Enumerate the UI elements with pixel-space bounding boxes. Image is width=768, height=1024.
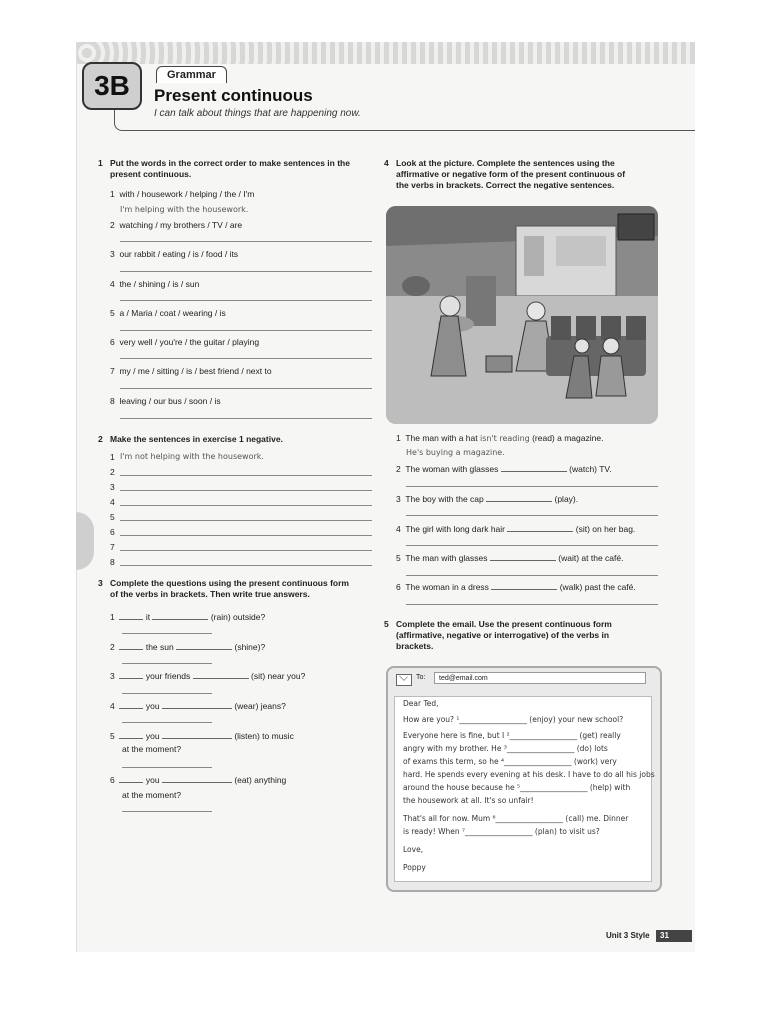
item-text: The woman in a dress <box>405 582 489 592</box>
item-number: 1 <box>396 433 401 443</box>
item-number: 2 <box>110 642 115 652</box>
item-text: my / me / sitting / is / best friend / next to <box>119 366 272 376</box>
email-line: angry with my brother. He ³__________________ (do) lots <box>403 744 608 753</box>
item-number: 8 <box>110 396 115 406</box>
list-item <box>396 463 612 474</box>
item-verb: (read) a magazine. <box>532 433 604 443</box>
instruction-line: present continuous. <box>110 169 192 179</box>
item-verb: (shine)? <box>234 642 266 652</box>
item-text: The man with a hat <box>405 433 478 443</box>
email-line: Everyone here is fine, but I ²__________________ (get) really <box>403 731 621 740</box>
list-item <box>110 527 115 537</box>
answer-line[interactable] <box>120 550 372 551</box>
blank[interactable] <box>193 670 249 679</box>
item-subject: you <box>145 731 160 741</box>
blank[interactable] <box>162 700 232 709</box>
list-item <box>110 557 115 567</box>
item-number: 3 <box>396 494 401 504</box>
instruction-line: Complete the questions using the present continuous form <box>110 578 349 588</box>
list-item <box>396 493 578 504</box>
blank[interactable] <box>119 730 143 739</box>
item-text: very well / you're / the guitar / playing <box>119 337 260 347</box>
item-subject: your friends <box>145 671 191 681</box>
answer-line[interactable] <box>122 663 212 664</box>
item-number: 2 <box>396 464 401 474</box>
item-number: 6 <box>110 775 115 785</box>
email-line: the housework at all. It's so unfair! <box>403 796 534 805</box>
item-number: 1 <box>110 612 115 622</box>
exercise-1-number: 1 <box>98 158 103 168</box>
item-subject: you <box>145 701 160 711</box>
list-item <box>110 497 115 507</box>
item-verb: (wear) jeans? <box>234 701 286 711</box>
item-number: 2 <box>110 220 115 230</box>
exercise-5-instruction <box>396 619 666 652</box>
example-answer: I'm helping with the housework. <box>120 205 249 214</box>
email-line: hard. He spends every evening at his desk. I have to do all his jobs <box>403 770 655 779</box>
list-item <box>110 641 265 652</box>
item-verb: (sit) near you? <box>251 671 306 681</box>
envelope-icon <box>396 674 412 686</box>
answer-line[interactable] <box>120 535 372 536</box>
answer-line[interactable] <box>122 633 212 634</box>
blank[interactable] <box>162 730 232 739</box>
item-text: our rabbit / eating / is / food / its <box>119 249 239 259</box>
exercise-3-number: 3 <box>98 578 103 588</box>
list-item <box>110 542 115 552</box>
instruction-line: Put the words in the correct order to make sentences in the <box>110 158 350 168</box>
instruction-line: of the verbs in brackets. Then write true answers. <box>110 589 310 599</box>
list-item <box>110 467 115 477</box>
item-number: 6 <box>110 527 115 537</box>
example-answer: I'm not helping with the housework. <box>120 452 264 461</box>
answer-line[interactable] <box>120 418 372 419</box>
item-number: 4 <box>110 497 115 507</box>
list-item <box>110 337 259 347</box>
blank[interactable] <box>486 493 552 502</box>
answer-line[interactable] <box>120 565 372 566</box>
email-line: That's all for now. Mum ⁶__________________ (call) me. Dinner <box>403 814 629 823</box>
list-item <box>110 482 115 492</box>
list-item <box>110 189 254 199</box>
item-text: leaving / our bus / soon / is <box>119 396 221 406</box>
item-verb: (rain) outside? <box>210 612 266 622</box>
item-subject: it <box>145 612 151 622</box>
answer-line[interactable] <box>120 520 372 521</box>
email-to-label: To: <box>416 674 426 681</box>
item-number: 5 <box>110 731 115 741</box>
blank[interactable] <box>152 611 208 620</box>
blank[interactable] <box>176 641 232 650</box>
item-verb: (wait) at the café. <box>558 553 624 563</box>
item-text: The man with glasses <box>405 553 488 563</box>
item-number: 6 <box>110 337 115 347</box>
instruction-line: Complete the email. Use the present continuous form <box>396 619 612 629</box>
item-number: 7 <box>110 366 115 376</box>
item-number: 3 <box>110 482 115 492</box>
item-verb: (sit) on her bag. <box>575 524 636 534</box>
email-line: Poppy <box>403 863 426 872</box>
list-item <box>396 581 636 592</box>
answer-line[interactable] <box>122 767 212 768</box>
list-item <box>396 433 603 443</box>
item-number: 7 <box>110 542 115 552</box>
item-text: The boy with the cap <box>405 494 484 504</box>
page-title: Present continuous <box>154 86 313 105</box>
answer-line[interactable] <box>406 515 658 516</box>
item-number: 6 <box>396 582 401 592</box>
item-text: the / shining / is / sun <box>119 279 200 289</box>
answer-line[interactable] <box>120 490 372 491</box>
item-number: 4 <box>110 279 115 289</box>
illustration-drawing <box>386 206 658 424</box>
answer-line[interactable] <box>120 505 372 506</box>
item-verb: (eat) anything <box>234 775 287 785</box>
answer-line[interactable] <box>120 300 372 301</box>
item-verb: (listen) to music <box>234 731 294 741</box>
answer-line[interactable] <box>120 388 372 389</box>
instruction-line: Look at the picture. Complete the sentences using the <box>396 158 615 168</box>
blank[interactable] <box>119 641 143 650</box>
blank[interactable] <box>119 670 143 679</box>
answer-line[interactable] <box>406 545 658 546</box>
item-text: The girl with long dark hair <box>405 524 505 534</box>
list-item <box>110 774 286 785</box>
item-number: 4 <box>396 524 401 534</box>
blank[interactable] <box>119 611 143 620</box>
list-item <box>110 670 305 681</box>
list-item <box>110 366 272 376</box>
email-line: Love, <box>403 845 424 854</box>
page-number: 31 <box>656 930 692 942</box>
blank[interactable] <box>491 581 557 590</box>
blank[interactable] <box>507 523 573 532</box>
item-text: watching / my brothers / TV / are <box>119 220 243 230</box>
email-window <box>386 666 662 892</box>
answer-line[interactable] <box>122 693 212 694</box>
email-line: Dear Ted, <box>403 699 439 708</box>
blank[interactable] <box>162 774 232 783</box>
illustration-airport-cafe <box>386 206 658 424</box>
list-item <box>110 279 199 289</box>
blank[interactable] <box>490 552 556 561</box>
unit-badge: 3B <box>82 62 142 110</box>
item-number: 5 <box>396 553 401 563</box>
instruction-line: (affirmative, negative or interrogative) of the verbs in <box>396 630 610 640</box>
email-line: of exams this term, so he ⁴__________________ (work) very <box>403 757 617 766</box>
item-number: 5 <box>110 512 115 522</box>
item-subject: the sun <box>145 642 174 652</box>
answer-line[interactable] <box>122 722 212 723</box>
example-answer: isn't reading <box>479 434 530 443</box>
item-number: 5 <box>110 308 115 318</box>
blank[interactable] <box>119 700 143 709</box>
exercise-5-number: 5 <box>384 619 389 629</box>
item-text: with / housework / helping / the / I'm <box>119 189 255 199</box>
exercise-4-number: 4 <box>384 158 389 168</box>
exercise-1-instruction <box>110 158 376 180</box>
item-number: 1 <box>110 189 115 199</box>
page-subtitle: I can talk about things that are happening now. <box>154 108 361 119</box>
list-item <box>110 700 286 711</box>
email-line: around the house because he ⁵__________________ (help) with <box>403 783 631 792</box>
list-item <box>110 611 265 622</box>
list-item <box>110 512 115 522</box>
answer-line[interactable] <box>406 486 658 487</box>
header <box>76 42 694 142</box>
item-continuation: at the moment? <box>122 744 182 754</box>
list-item <box>110 308 226 318</box>
item-number: 2 <box>110 467 115 477</box>
footer-unit: Unit 3 Style <box>606 931 650 940</box>
example-answer: He's buying a magazine. <box>406 448 505 457</box>
item-number: 4 <box>110 701 115 711</box>
exercise-2-instruction: Make the sentences in exercise 1 negative. <box>110 434 283 444</box>
answer-line[interactable] <box>120 358 372 359</box>
item-subject: you <box>145 775 160 785</box>
item-verb: (walk) past the café. <box>559 582 636 592</box>
list-item <box>110 452 115 462</box>
list-item <box>110 249 238 259</box>
instruction-line: affirmative or negative form of the present continuous of <box>396 169 626 179</box>
answer-line[interactable] <box>120 271 372 272</box>
answer-line[interactable] <box>406 604 658 605</box>
answer-line[interactable] <box>120 475 372 476</box>
page-edge-tab <box>76 512 94 570</box>
section-tag: Grammar <box>156 66 227 83</box>
exercise-2-number: 2 <box>98 434 103 444</box>
email-to-field[interactable]: ted@email.com <box>434 672 646 684</box>
list-item <box>396 552 623 563</box>
answer-line[interactable] <box>120 330 372 331</box>
instruction-line: the verbs in brackets. Correct the negative sentences. <box>396 180 615 190</box>
item-verb: (play). <box>554 494 579 504</box>
answer-line[interactable] <box>406 575 658 576</box>
list-item <box>110 396 221 406</box>
item-number: 3 <box>110 249 115 259</box>
item-number: 8 <box>110 557 115 567</box>
exercise-3-instruction <box>110 578 380 600</box>
item-continuation: at the moment? <box>122 790 182 800</box>
instruction-line: brackets. <box>396 641 434 651</box>
list-item <box>110 730 294 741</box>
answer-line[interactable] <box>120 241 372 242</box>
email-line: How are you? ¹__________________ (enjoy) your new school? <box>403 715 624 724</box>
item-text: The woman with glasses <box>405 464 499 474</box>
blank[interactable] <box>119 774 143 783</box>
item-verb: (watch) TV. <box>569 464 612 474</box>
answer-line[interactable] <box>122 811 212 812</box>
blank[interactable] <box>501 463 567 472</box>
email-line: is ready! When ⁷__________________ (plan) to visit us? <box>403 827 600 836</box>
list-item <box>110 220 242 230</box>
email-body[interactable] <box>394 696 655 882</box>
list-item <box>396 523 635 534</box>
item-text: a / Maria / coat / wearing / is <box>119 308 226 318</box>
exercise-4-instruction <box>396 158 666 191</box>
item-number: 1 <box>110 452 115 462</box>
item-number: 3 <box>110 671 115 681</box>
